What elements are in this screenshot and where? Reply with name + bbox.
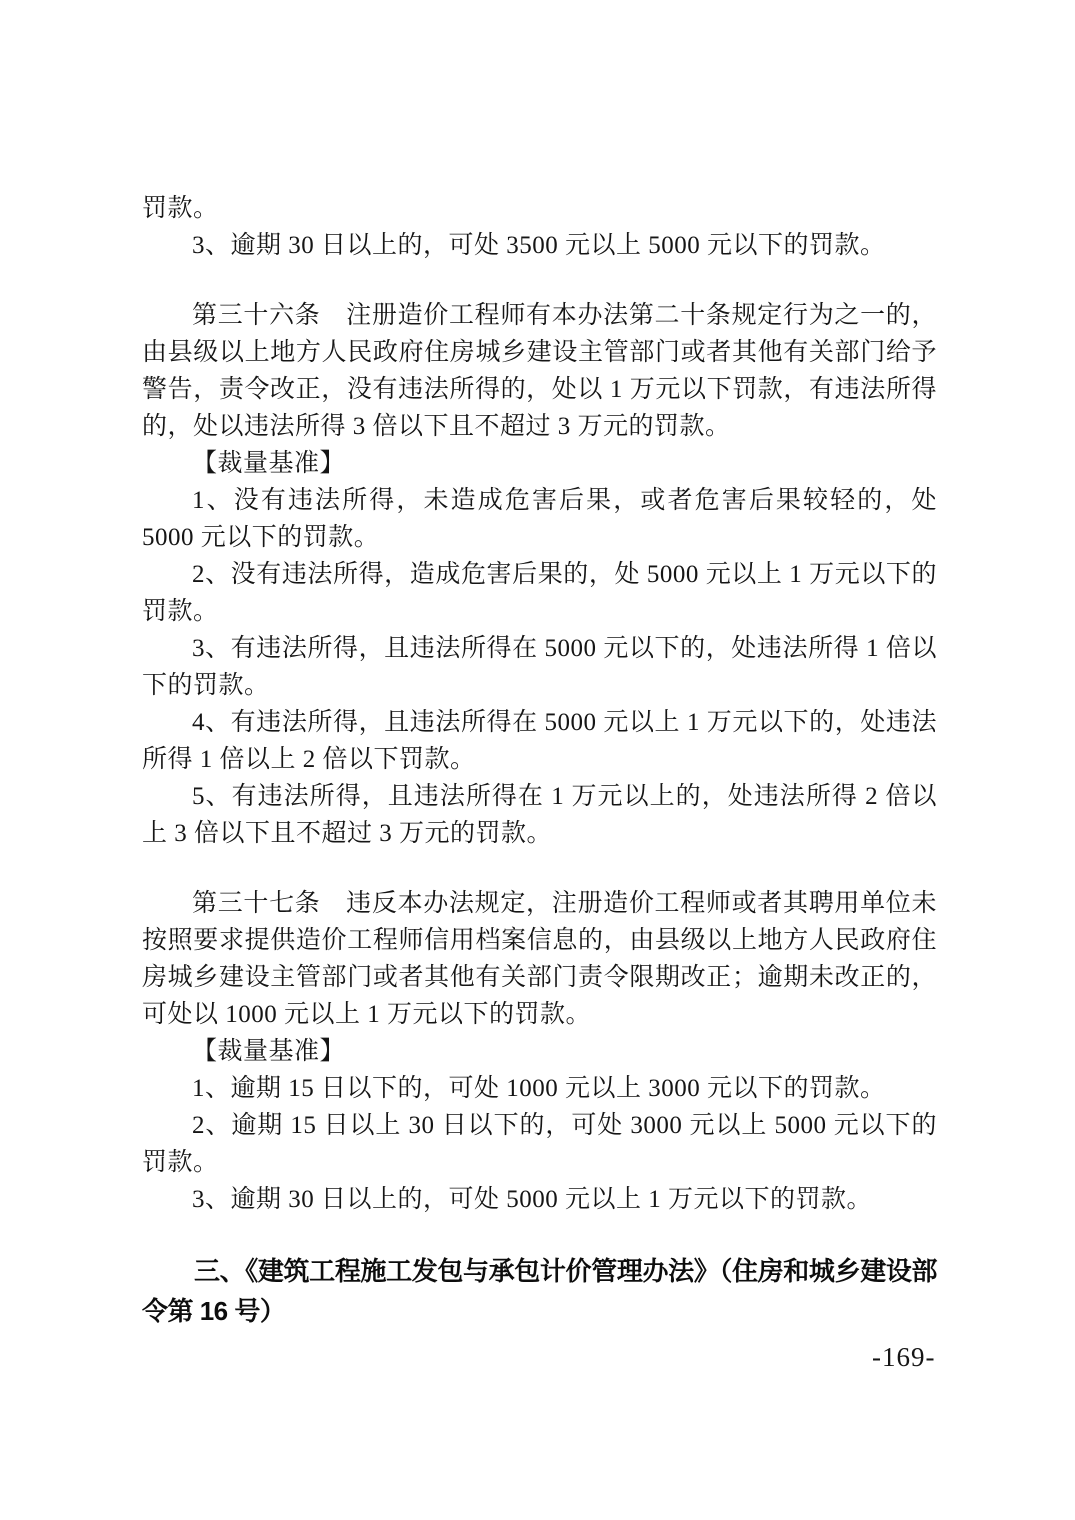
article-36-paragraph: 第三十六条 注册造价工程师有本办法第二十条规定行为之一的，由县级以上地方人民政府住房城乡建设主管部门或者其他有关部门给予警告，责令改正，没有违法所得的，处以 1 万元以下罚款，有违法所得的，处以违法所得 3 倍以下且不超过 3 万元的罚款。 bbox=[142, 302, 937, 440]
paragraph-spacer bbox=[142, 852, 937, 885]
penalty-item: 1、逾期 15 日以下的，可处 1000 元以上 3000 元以下的罚款。 bbox=[192, 1075, 886, 1102]
penalty-item: 2、逾期 15 日以上 30 日以下的，可处 3000 元以上 5000 元以下的罚款。 bbox=[142, 1112, 937, 1176]
penalty-item: 3、逾期 30 日以上的，可处 5000 元以上 1 万元以下的罚款。 bbox=[192, 1186, 873, 1213]
penalty-item: 2、没有违法所得，造成危害后果的，处 5000 元以上 1 万元以下的罚款。 bbox=[142, 561, 937, 625]
paragraph-continuation: 罚款。 bbox=[142, 195, 219, 222]
penalty-item: 5、有违法所得，且违法所得在 1 万元以上的，处违法所得 2 倍以上 3 倍以下且不超过 3 万元的罚款。 bbox=[142, 783, 937, 847]
paragraph-spacer bbox=[142, 264, 937, 297]
penalty-item: 3、有违法所得，且违法所得在 5000 元以下的，处违法所得 1 倍以下的罚款。 bbox=[142, 635, 937, 699]
paragraph-spacer bbox=[142, 1218, 937, 1251]
discretion-basis-label: 【裁量基准】 bbox=[192, 450, 346, 477]
discretion-basis-label: 【裁量基准】 bbox=[192, 1038, 346, 1065]
penalty-item: 3、逾期 30 日以上的，可处 3500 元以上 5000 元以下的罚款。 bbox=[192, 232, 886, 259]
page-number: -169- bbox=[872, 1342, 936, 1372]
document-text-block bbox=[142, 190, 937, 1331]
penalty-item: 1、没有违法所得，未造成危害后果，或者危害后果较轻的，处 5000 元以下的罚款。 bbox=[142, 487, 937, 551]
penalty-item: 4、有违法所得，且违法所得在 5000 元以上 1 万元以下的，处违法所得 1 倍以上 2 倍以下罚款。 bbox=[142, 709, 937, 773]
article-37-paragraph: 第三十七条 违反本办法规定，注册造价工程师或者其聘用单位未按照要求提供造价工程师信用档案信息的，由县级以上地方人民政府住房城乡建设主管部门或者其他有关部门责令限期改正；逾期未改正的，可处以 1000 元以上 1 万元以下的罚款。 bbox=[142, 890, 937, 1028]
section-heading: 三、《建筑工程施工发包与承包计价管理办法》（住房和城乡建设部令第 16 号） bbox=[142, 1256, 937, 1326]
